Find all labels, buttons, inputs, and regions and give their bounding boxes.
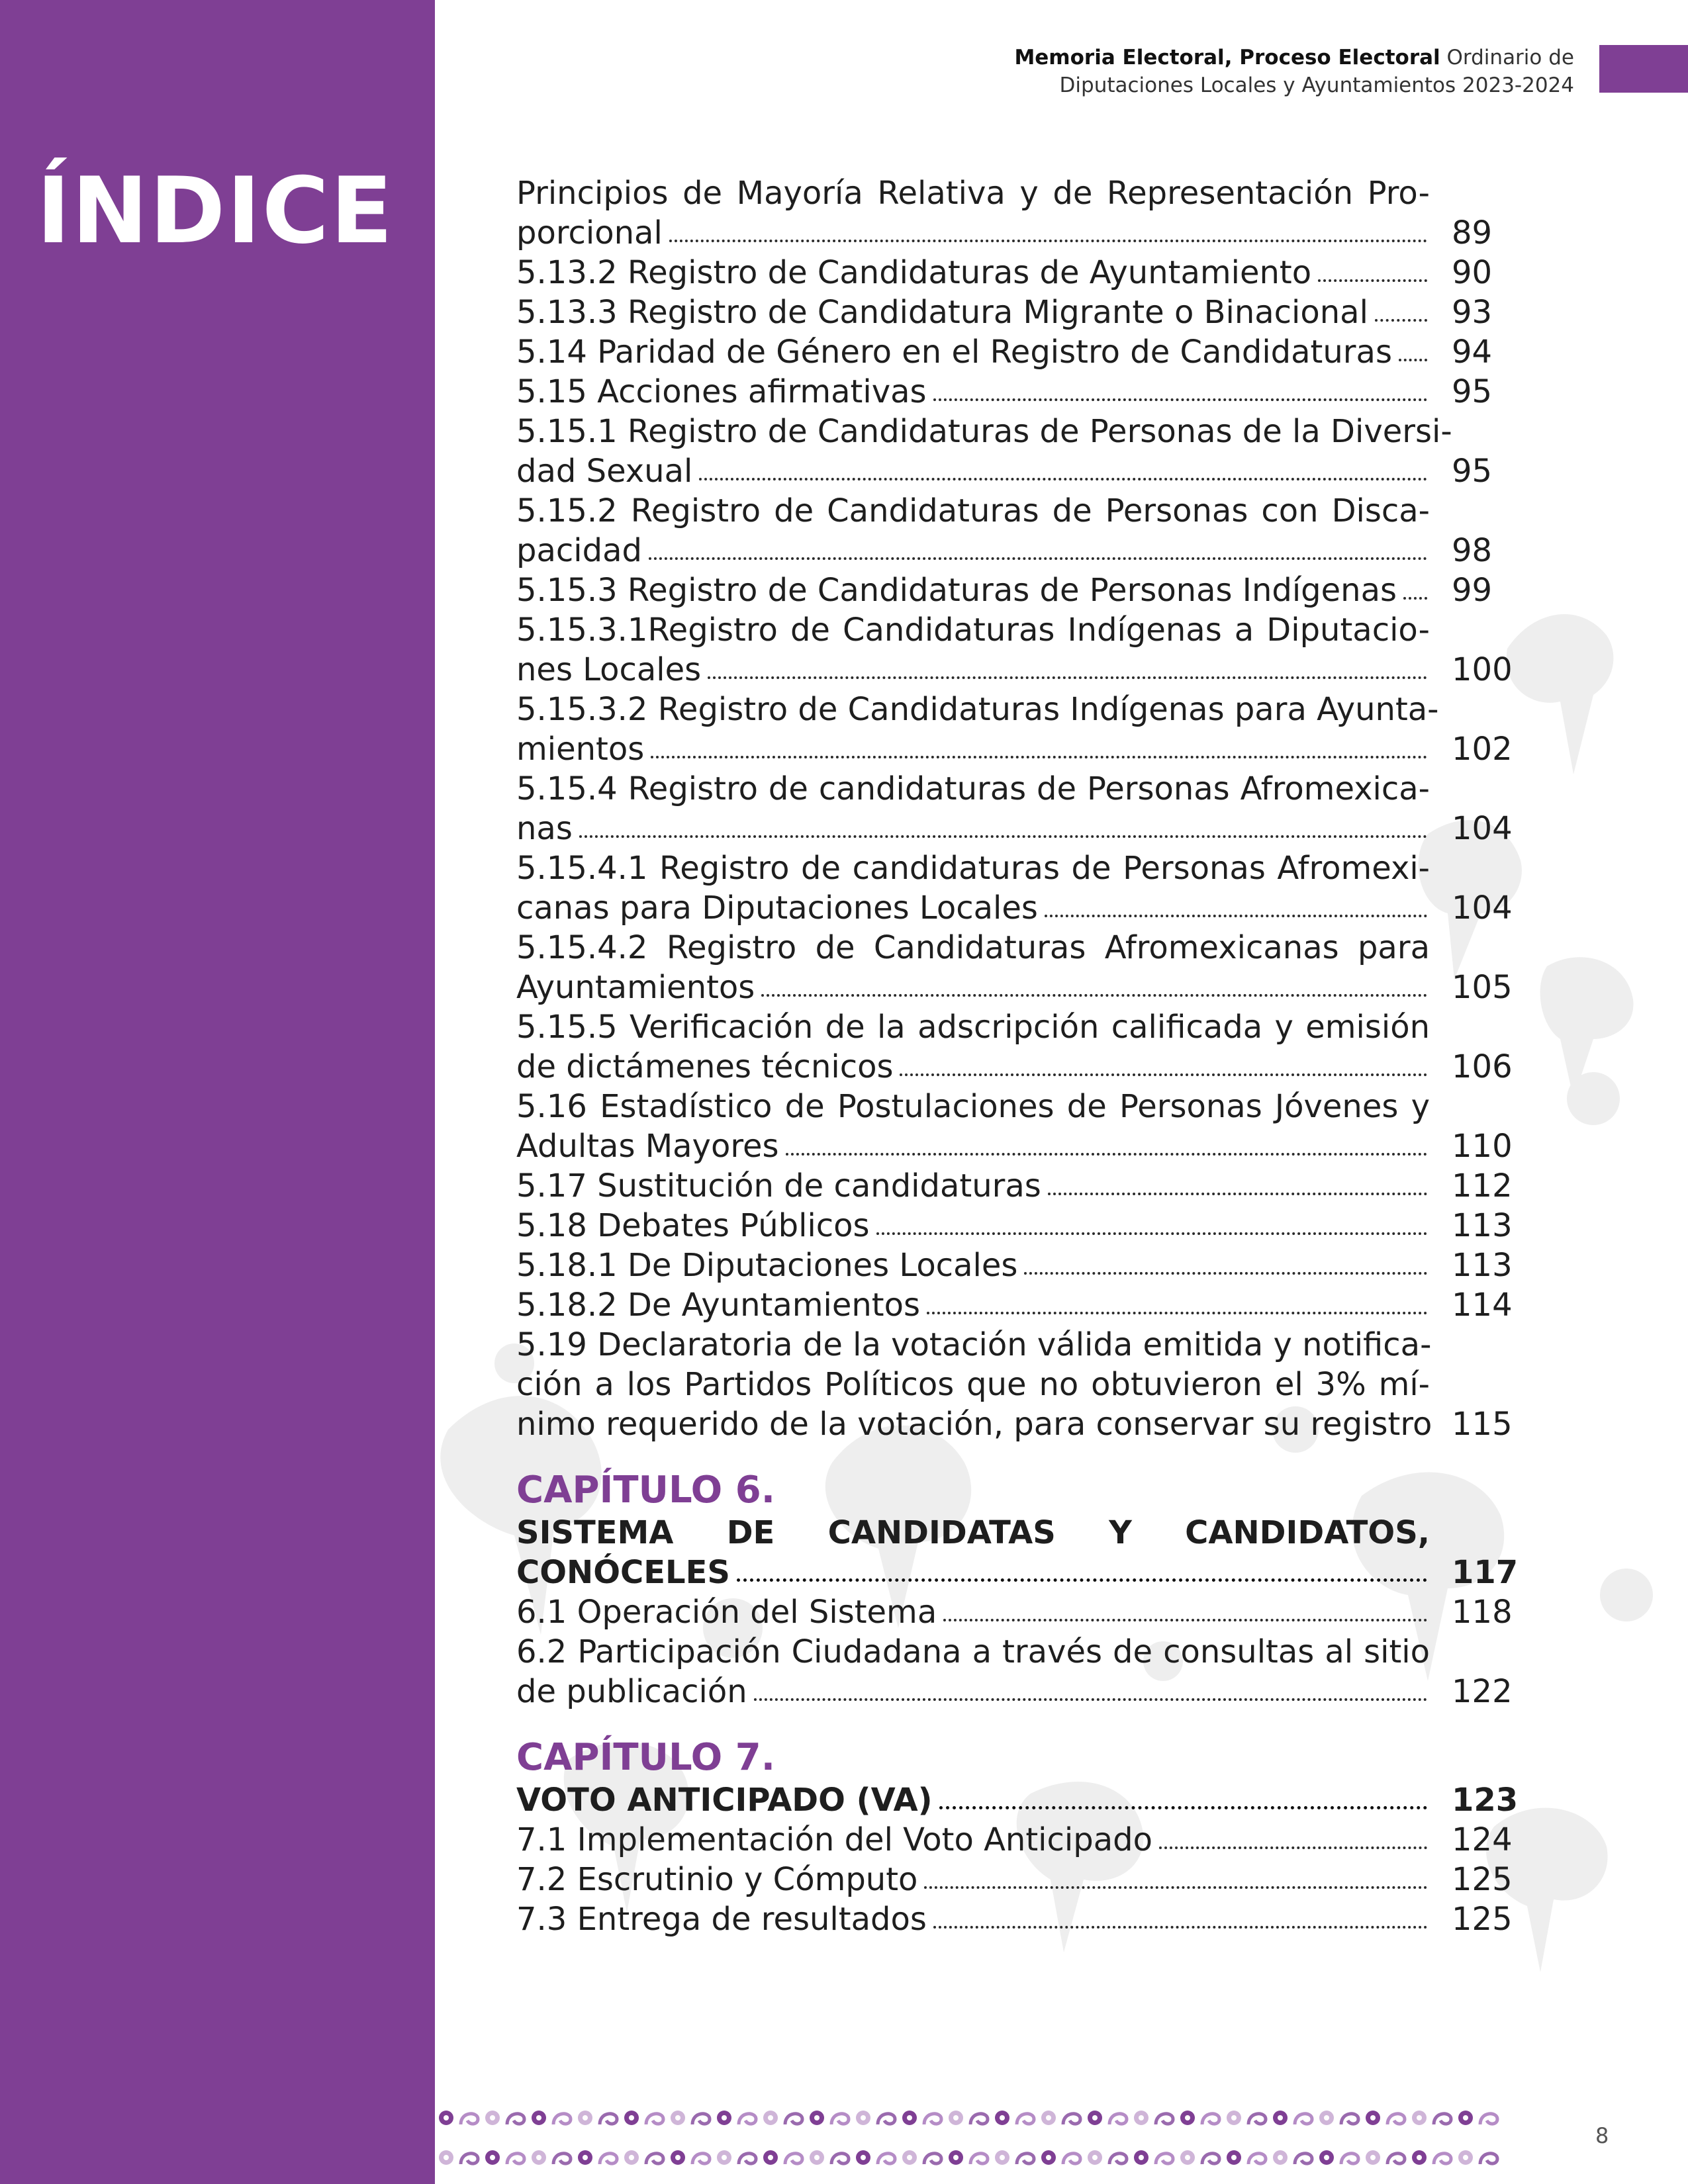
chapter-title-entry[interactable] (516, 1513, 1519, 1592)
toc-entry-text: 5.13.2 Registro de Candidaturas de Ayuntamiento (516, 254, 1312, 291)
embroidery-motif (481, 2144, 504, 2171)
embroidery-motif (458, 2144, 481, 2171)
embroidery-motif (551, 2144, 574, 2171)
toc-entry-line: ción a los Partidos Políticos que no obtuvieron el 3% mí- (516, 1366, 1430, 1403)
embroidery-motif (1269, 2105, 1292, 2131)
embroidery-motif (1246, 2144, 1269, 2171)
toc-entry[interactable] (516, 1899, 1516, 1939)
toc-entry-line: 5.15.5 Verificación de la adscripción calificada y emisión (516, 1009, 1430, 1046)
dot-leader (761, 986, 1427, 997)
toc-entry-text: canas para Diputaciones Locales (516, 889, 1038, 927)
toc-entry[interactable] (516, 1325, 1516, 1444)
toc-entry-text: mientos (516, 731, 645, 768)
embroidery-motif (1199, 2105, 1223, 2131)
embroidery-motif (620, 2144, 643, 2171)
toc-page-number: 112 (1452, 1167, 1513, 1205)
toc-entry[interactable] (516, 610, 1516, 690)
dot-leader (876, 1224, 1427, 1235)
toc-entry[interactable] (516, 253, 1516, 293)
embroidery-motif (574, 2144, 597, 2171)
embroidery-motif (690, 2105, 713, 2131)
toc-entry[interactable] (516, 293, 1516, 332)
toc-entry-text: dad Sexual (516, 453, 693, 490)
toc-page-number: 104 (1452, 889, 1513, 927)
toc-entry[interactable] (516, 1166, 1516, 1206)
embroidery-motif (852, 2144, 875, 2171)
dot-leader (927, 1304, 1427, 1314)
toc-entry-line: SISTEMA DE CANDIDATAS Y CANDIDATOS, (516, 1514, 1430, 1551)
dot-leader (1375, 311, 1427, 322)
toc-entry-text: CONÓCELES (516, 1554, 730, 1591)
toc-entry-line: 5.19 Declaratoria de la votación válida emitida y notifica- (516, 1326, 1432, 1363)
toc-entry-text: 7.3 Entrega de resultados (516, 1901, 927, 1938)
toc-entry-text: 5.18.2 De Ayuntamientos (516, 1287, 920, 1324)
toc-entry[interactable] (516, 769, 1516, 848)
embroidery-motif (1431, 2105, 1454, 2131)
toc-page-number: 90 (1452, 254, 1493, 291)
table-of-contents (516, 173, 1519, 1939)
embroidery-motif (435, 2144, 458, 2171)
embroidery-motif (782, 2144, 806, 2171)
toc-entry-text: de dictámenes técnicos (516, 1048, 894, 1085)
toc-page-number: 113 (1452, 1247, 1513, 1284)
toc-page-number: 94 (1452, 334, 1493, 371)
dot-leader (669, 232, 1427, 242)
toc-entry-text: 5.15.3 Registro de Candidaturas de Personas Indígenas (516, 572, 1397, 609)
toc-entry[interactable] (516, 1592, 1516, 1632)
embroidery-motif (1084, 2144, 1107, 2171)
embroidery-motif (690, 2144, 713, 2171)
embroidery-motif (1037, 2144, 1060, 2171)
embroidery-motif (643, 2144, 667, 2171)
toc-entry-text: 7.1 Implementación del Voto Anticipado (516, 1821, 1152, 1858)
toc-page-number: 93 (1452, 294, 1493, 331)
dot-leader (924, 1878, 1427, 1889)
dot-leader (579, 827, 1427, 838)
embroidery-motif (1431, 2144, 1454, 2171)
toc-page-number: 122 (1452, 1673, 1513, 1710)
embroidery-motif (782, 2105, 806, 2131)
toc-entry[interactable] (516, 690, 1516, 769)
toc-entry-text: nes Locales (516, 651, 702, 688)
toc-entry-text: 6.1 Operación del Sistema (516, 1594, 937, 1631)
embroidery-motif (1385, 2105, 1408, 2131)
toc-entry[interactable] (516, 491, 1516, 570)
embroidery-motif (1014, 2144, 1037, 2171)
toc-entry-line: 5.15.2 Registro de Candidaturas de Personas con Disca- (516, 492, 1430, 529)
embroidery-motif (968, 2144, 991, 2171)
embroidery-motif (736, 2105, 759, 2131)
embroidery-motif (1060, 2144, 1084, 2171)
embroidery-motif (736, 2144, 759, 2171)
toc-entry[interactable] (516, 928, 1516, 1007)
dot-leader (754, 1690, 1427, 1701)
dot-leader (939, 1798, 1427, 1809)
toc-page-number: 99 (1452, 572, 1493, 609)
toc-entry-text: VOTO ANTICIPADO (VA) (516, 1782, 933, 1819)
embroidery-border (435, 2105, 1501, 2184)
embroidery-motif (1362, 2105, 1385, 2131)
embroidery-motif (806, 2105, 829, 2131)
embroidery-motif (551, 2105, 574, 2131)
embroidery-motif (1292, 2105, 1315, 2131)
toc-entry-line: 5.15.3.1Registro de Candidaturas Indígenas a Diputacio- (516, 612, 1430, 649)
embroidery-motif (1130, 2144, 1153, 2171)
embroidery-motif (597, 2144, 620, 2171)
toc-entry[interactable] (516, 173, 1516, 253)
embroidery-motif (875, 2105, 898, 2131)
embroidery-motif (574, 2105, 597, 2131)
toc-entry-text: Ayuntamientos (516, 969, 755, 1006)
embroidery-motif (1338, 2105, 1362, 2131)
dot-leader (933, 390, 1427, 401)
embroidery-motif (1107, 2144, 1130, 2171)
embroidery-motif (1223, 2105, 1246, 2131)
toc-entry-text: 7.2 Escrutinio y Cómputo (516, 1861, 918, 1898)
dot-leader (1045, 907, 1427, 917)
toc-page-number: 110 (1452, 1128, 1513, 1165)
toc-page-number: 98 (1452, 532, 1493, 569)
toc-entry[interactable] (516, 1246, 1516, 1285)
embroidery-motif (1130, 2105, 1153, 2131)
index-title: ÍNDICE (36, 158, 395, 264)
dot-leader (1399, 351, 1427, 361)
dot-leader (708, 668, 1427, 679)
dot-leader (649, 549, 1427, 560)
toc-page-number: 89 (1452, 214, 1493, 251)
chapter-section (516, 1468, 1519, 1711)
embroidery-motif (481, 2105, 504, 2131)
toc-entry-text: 5.13.3 Registro de Candidatura Migrante o Binacional (516, 294, 1368, 331)
dot-leader (1048, 1185, 1427, 1195)
embroidery-motif (1292, 2144, 1315, 2171)
toc-entry-text: 5.18.1 De Diputaciones Locales (516, 1247, 1018, 1284)
toc-entry-text: porcional (516, 214, 663, 251)
toc-entry-line: 5.16 Estadístico de Postulaciones de Personas Jóvenes y (516, 1088, 1430, 1125)
embroidery-motif (597, 2105, 620, 2131)
toc-entry-text: 5.15 Acciones afirmativas (516, 373, 927, 410)
page-number: 8 (1595, 2123, 1609, 2148)
dot-leader (737, 1570, 1427, 1582)
embroidery-motif (1269, 2144, 1292, 2171)
chapter-title-entry[interactable] (516, 1780, 1519, 1820)
toc-entry[interactable] (516, 848, 1516, 928)
embroidery-motif (1176, 2144, 1199, 2171)
embroidery-motif (667, 2105, 690, 2131)
embroidery-motif (1060, 2105, 1084, 2131)
dot-leader (933, 1918, 1427, 1929)
toc-page-number: 117 (1452, 1554, 1519, 1591)
dot-leader (1024, 1264, 1427, 1275)
toc-page-number: 105 (1452, 969, 1513, 1006)
embroidery-motif (852, 2105, 875, 2131)
embroidery-motif (945, 2144, 968, 2171)
embroidery-motif (1199, 2144, 1223, 2171)
embroidery-motif (504, 2144, 528, 2171)
embroidery-motif (968, 2105, 991, 2131)
toc-page-number: 114 (1452, 1287, 1513, 1324)
toc-entry-text: Adultas Mayores (516, 1128, 779, 1165)
dot-leader (1159, 1839, 1427, 1849)
toc-entry[interactable] (516, 1285, 1516, 1325)
toc-entry-text: de publicación (516, 1673, 747, 1710)
embroidery-motif (875, 2144, 898, 2171)
toc-entry-text: 5.17 Sustitución de candidaturas (516, 1167, 1041, 1205)
running-header (1014, 44, 1574, 99)
toc-entry[interactable] (516, 1632, 1516, 1711)
toc-entry-line: 5.15.4.1 Registro de candidaturas de Personas Afromexi- (516, 850, 1430, 887)
toc-page-number: 95 (1452, 453, 1493, 490)
toc-entry[interactable] (516, 1206, 1516, 1246)
embroidery-motif (528, 2144, 551, 2171)
dot-leader (900, 1066, 1427, 1076)
embroidery-motif (667, 2144, 690, 2171)
embroidery-motif (504, 2105, 528, 2131)
toc-entry-text: nimo requerido de la votación, para conservar su registro (516, 1406, 1432, 1443)
toc-entry-line: 5.15.3.2 Registro de Candidaturas Indígenas para Ayunta- (516, 691, 1439, 728)
toc-entry-text: nas (516, 810, 573, 847)
embroidery-motif (829, 2144, 852, 2171)
embroidery-motif (1176, 2105, 1199, 2131)
toc-entry-text: pacidad (516, 532, 642, 569)
dot-leader (1403, 589, 1427, 600)
toc-page-number: 125 (1452, 1901, 1513, 1938)
embroidery-motif (898, 2105, 921, 2131)
embroidery-motif (1246, 2105, 1269, 2131)
header-rest: Ordinario de (1440, 46, 1574, 69)
toc-page-number: 124 (1452, 1821, 1513, 1858)
chapter-section (516, 1735, 1519, 1939)
embroidery-motif (713, 2144, 736, 2171)
embroidery-motif (1153, 2105, 1176, 2131)
embroidery-motif (1037, 2105, 1060, 2131)
chapter-label: CAPÍTULO 7. (516, 1736, 776, 1779)
header-line-2: Diputaciones Locales y Ayuntamientos 2023-2024 (1059, 73, 1574, 97)
embroidery-motif (1477, 2105, 1501, 2131)
embroidery-motif (759, 2105, 782, 2131)
embroidery-motif (1084, 2105, 1107, 2131)
embroidery-motif (1408, 2105, 1431, 2131)
toc-page-number: 125 (1452, 1861, 1513, 1898)
toc-entry-line: 5.15.4.2 Registro de Candidaturas Afromexicanas para (516, 929, 1430, 966)
embroidery-motif (921, 2144, 945, 2171)
dot-leader (699, 470, 1427, 480)
chapter-label: CAPÍTULO 6. (516, 1469, 776, 1512)
embroidery-motif (1338, 2144, 1362, 2171)
toc-entry[interactable] (516, 1087, 1516, 1166)
embroidery-motif (713, 2105, 736, 2131)
dot-leader (651, 748, 1427, 758)
toc-page-number: 113 (1452, 1207, 1513, 1244)
embroidery-motif (458, 2105, 481, 2131)
toc-page-number: 106 (1452, 1048, 1513, 1085)
toc-entry[interactable] (516, 332, 1516, 372)
dot-leader (943, 1611, 1427, 1621)
toc-page-number: 104 (1452, 810, 1513, 847)
toc-entry-text: 5.14 Paridad de Género en el Registro de Candidaturas (516, 334, 1392, 371)
toc-entry[interactable] (516, 1860, 1516, 1899)
toc-page-number: 123 (1452, 1782, 1519, 1819)
toc-page-number: 95 (1452, 373, 1493, 410)
dot-leader (786, 1145, 1427, 1156)
toc-page-number: 100 (1452, 651, 1513, 688)
embroidery-motif (898, 2144, 921, 2171)
embroidery-motif (945, 2105, 968, 2131)
embroidery-motif (1153, 2144, 1176, 2171)
header-tab (1599, 45, 1688, 93)
toc-entry[interactable] (516, 412, 1516, 491)
toc-entry-line: 6.2 Participación Ciudadana a través de consultas al sitio (516, 1633, 1430, 1670)
toc-page-number: 102 (1452, 731, 1513, 768)
toc-entry-line: Principios de Mayoría Relativa y de Representación Pro- (516, 175, 1430, 212)
toc-page-number: 118 (1452, 1594, 1513, 1631)
embroidery-motif (806, 2144, 829, 2171)
embroidery-motif (1454, 2105, 1477, 2131)
embroidery-motif (1362, 2144, 1385, 2171)
embroidery-motif (1223, 2144, 1246, 2171)
embroidery-motif (528, 2105, 551, 2131)
embroidery-motif (620, 2105, 643, 2131)
embroidery-motif (1315, 2105, 1338, 2131)
embroidery-motif (759, 2144, 782, 2171)
header-bold: Memoria Electoral, Proceso Electoral (1014, 46, 1440, 69)
embroidery-motif (1477, 2144, 1501, 2171)
toc-entry[interactable] (516, 1007, 1516, 1087)
toc-entry[interactable] (516, 372, 1516, 412)
embroidery-motif (1454, 2144, 1477, 2171)
embroidery-motif (643, 2105, 667, 2131)
embroidery-motif (991, 2105, 1014, 2131)
embroidery-motif (991, 2144, 1014, 2171)
embroidery-motif (1107, 2105, 1130, 2131)
toc-entry-text: 5.18 Debates Públicos (516, 1207, 870, 1244)
toc-entry[interactable] (516, 570, 1516, 610)
embroidery-motif (921, 2105, 945, 2131)
embroidery-motif (829, 2105, 852, 2131)
embroidery-motif (1315, 2144, 1338, 2171)
embroidery-motif (1014, 2105, 1037, 2131)
toc-entry-line: 5.15.4 Registro de candidaturas de Personas Afromexica- (516, 770, 1430, 807)
dot-leader (1318, 271, 1427, 282)
header-line-1 (1014, 44, 1574, 71)
toc-page-number: 115 (1452, 1406, 1513, 1443)
toc-entry[interactable] (516, 1820, 1516, 1860)
embroidery-motif (435, 2105, 458, 2131)
toc-entry-line: 5.15.1 Registro de Candidaturas de Personas de la Diversi- (516, 413, 1452, 450)
embroidery-motif (1408, 2144, 1431, 2171)
embroidery-motif (1385, 2144, 1408, 2171)
sidebar (0, 0, 435, 2184)
